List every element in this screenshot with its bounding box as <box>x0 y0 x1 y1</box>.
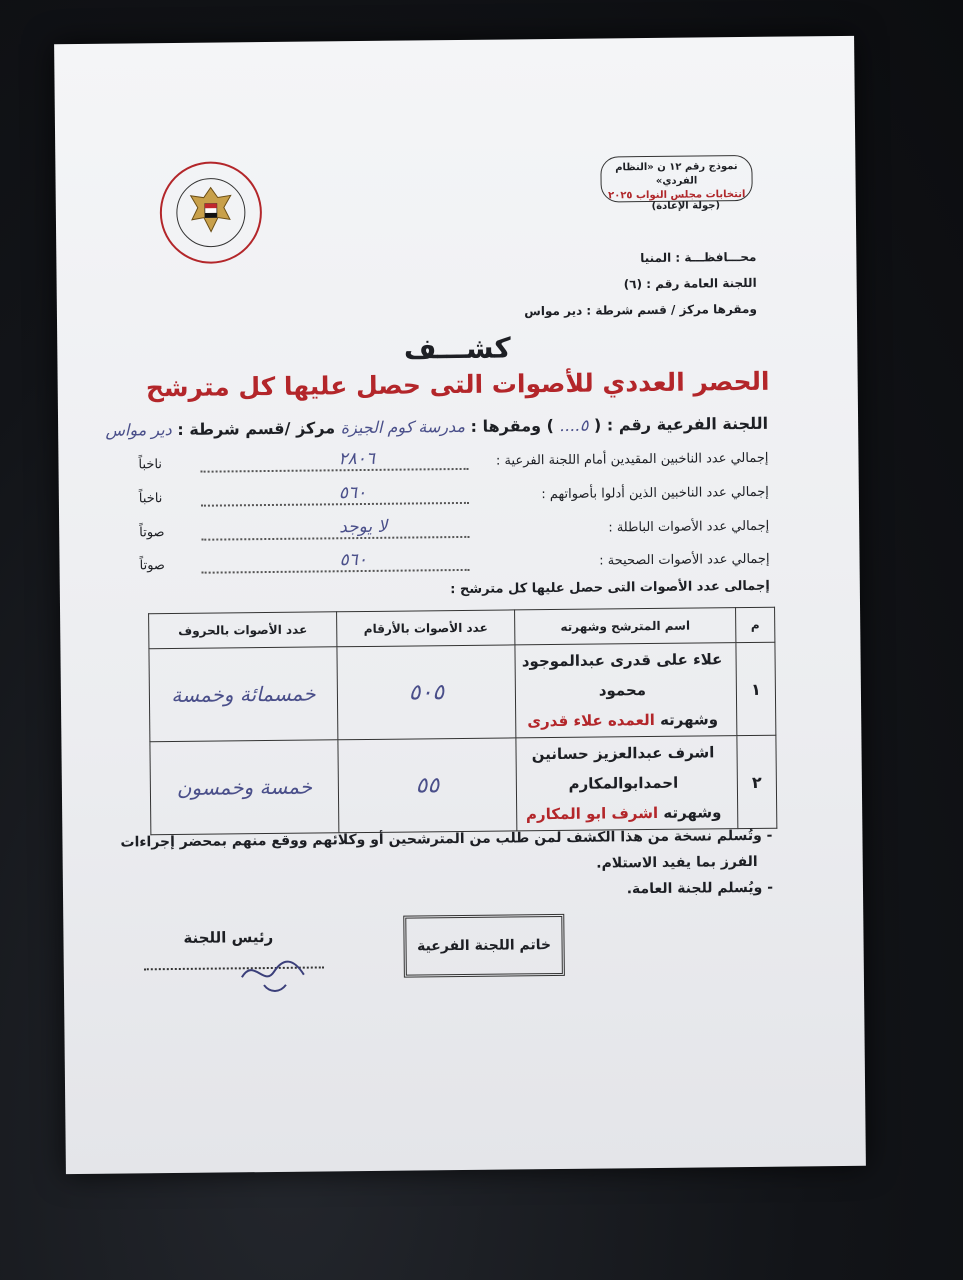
sub-committee-hq-value: مدرسة كوم الجيزة <box>340 416 466 438</box>
candidate-cell <box>515 643 737 738</box>
total-unit: صوتاً <box>139 525 165 541</box>
governorate-line: محـــافظـــة : المنيا <box>640 249 757 266</box>
candidate-nick: اشرف ابو المكارم <box>525 803 659 824</box>
total-value: لا يوجد <box>339 516 388 538</box>
ballot-count-sheet <box>54 36 866 1174</box>
table-row <box>149 642 776 742</box>
total-label: إجمالي عدد الناخبين المقيدين أمام اللجنة الفرعية : <box>495 450 769 469</box>
results-table <box>148 607 777 836</box>
sub-committee-number: ٥.... <box>559 415 589 435</box>
total-label: إجمالي عدد الأصوات الصحيحة : <box>599 551 770 569</box>
form-model-line: نموذج رقم ١٢ ن «النظام الفردي» <box>615 161 738 187</box>
total-label: إجمالي عدد الناخبين الذين أدلوا بأصواتهم : <box>541 484 769 503</box>
candidate-num: ٢ <box>737 735 777 828</box>
nick-prefix: وشهرته <box>659 710 719 729</box>
form-model-box <box>600 155 752 203</box>
nick-prefix: وشهرته <box>663 803 722 822</box>
document-subtitle: الحصر العددي للأصوات التى حصل عليها كل مترشح <box>145 366 770 403</box>
total-unit: صوتاً <box>139 558 165 574</box>
candidate-cell <box>516 736 738 831</box>
total-label: إجمالي عدد الأصوات الباطلة : <box>608 518 770 536</box>
total-value: ٢٨٠٦ <box>338 448 376 470</box>
chair-signature <box>234 947 315 998</box>
general-committee-line: اللجنة العامة رقم : (٦) <box>623 275 757 292</box>
sub-committee-line <box>105 414 768 440</box>
candidate-nick-line <box>517 704 728 736</box>
total-row-registered <box>138 448 769 482</box>
total-value: ٥٦٠ <box>338 482 367 504</box>
candidate-name: علاء على قدرى عبدالموجود محمود <box>521 650 723 700</box>
note-copy: - وتُسلم نسخة من هذا الكشف لمن طلب من المترشحين أو وكلائهم ووقع منهم بمحضر إجراءات <box>120 827 773 851</box>
dotted-line <box>201 468 469 473</box>
sub-committee-hq-label: ) ومقرها : <box>470 416 554 436</box>
col-header-num: م <box>736 607 775 642</box>
sub-committee-stamp-box: خاتم اللجنة الفرعية <box>403 914 565 978</box>
form-round: (جولة الإعادة) <box>651 200 721 212</box>
election-authority-logo <box>155 157 266 268</box>
police-label: مركز /قسم شرطة : <box>177 418 336 439</box>
votes-words: خمسة وخمسون <box>150 740 339 835</box>
candidates-total-title: إجمالى عدد الأصوات التى حصل عليها كل مترشح : <box>450 578 770 598</box>
total-row-voted <box>138 482 769 516</box>
header-block <box>524 244 757 324</box>
police-value: دير مواس <box>105 420 172 440</box>
dotted-line <box>201 536 469 541</box>
sub-committee-label: اللجنة الفرعية رقم : ( <box>593 413 769 435</box>
candidate-num: ١ <box>736 642 776 735</box>
committee-chair-label: رئيس اللجنة <box>183 927 274 947</box>
note-receipt: الفرز بما يفيد الاستلام. <box>596 853 758 872</box>
note-deliver: - ويُسلم للجنة العامة. <box>626 879 774 898</box>
form-elections-line: انتخابات مجلس النواب ٢٠٢٥ <box>608 188 746 202</box>
document-title: كشـــف <box>403 331 511 366</box>
votes-digits: ٥٠٥ <box>337 645 516 740</box>
dotted-line <box>202 569 470 574</box>
total-unit: ناخباً <box>138 491 163 507</box>
votes-digits: ٥٥ <box>338 738 517 833</box>
total-row-invalid <box>139 516 770 550</box>
votes-words: خمسمائة وخمسة <box>149 647 338 742</box>
col-header-words: عدد الأصوات بالحروف <box>149 612 337 649</box>
candidate-name: اشرف عبدالعزيز حسانين احمدابوالمكارم <box>531 743 715 793</box>
total-value: ٥٦٠ <box>339 549 368 571</box>
col-header-name: اسم المترشح وشهرته <box>515 608 736 645</box>
col-header-digits: عدد الأصوات بالأرقام <box>337 610 515 647</box>
table-row <box>150 735 777 835</box>
candidate-nick: العمده علاء قدرى <box>527 710 655 731</box>
headquarters-line: ومقرها مركز / قسم شرطة : دير مواس <box>524 301 757 319</box>
total-unit: ناخباً <box>138 457 163 473</box>
dotted-line <box>201 502 469 507</box>
total-row-valid <box>139 549 770 583</box>
